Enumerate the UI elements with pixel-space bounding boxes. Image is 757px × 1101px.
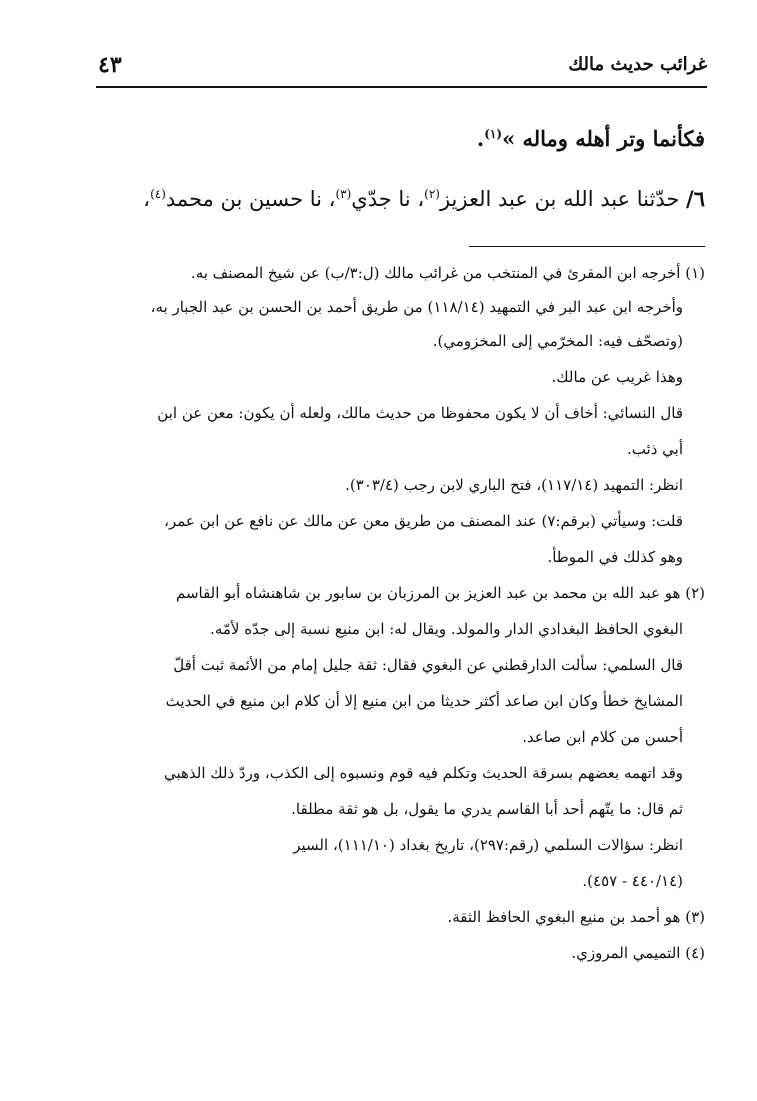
footnote-line: (١) أخرجه ابن المقرئ في المنتخب من غرائب مالك (ل:٣/ب) عن شيخ المصنف به.: [190, 264, 705, 282]
footnote-line: المشايخ خطأ وكان ابن صاعد أكثر حديثا من ابن منيع إلا أن كلام ابن منيع في الحديث: [165, 692, 683, 710]
footnote-line: وهو كذلك في الموطأ.: [547, 548, 683, 566]
footnote-ref-3: (٣): [335, 187, 352, 201]
footnote-line: (وتصحّف فيه: المخرّمي إلى المخزومي).: [432, 332, 683, 350]
isnad-part-2: ، نا جدّي: [351, 187, 425, 211]
main-text-line-1: [96, 124, 705, 154]
footnote-separator: [469, 246, 705, 247]
footnote-line: (٤٤٠/١٤ - ٤٥٧).: [582, 872, 683, 890]
footnote-line: (٤) التميمي المروزي.: [571, 944, 705, 962]
footnote-line: قلت: وسيأتي (برقم:٧) عند المصنف من طريق معن عن مالك عن نافع عن ابن عمر،: [164, 512, 683, 530]
isnad-part-4: ،: [143, 187, 151, 211]
footnote-line: ثم قال: ما يتّهم أحد أبا القاسم يدري ما يقول، بل هو ثقة مطلقا.: [291, 800, 683, 818]
hadith-number: ٦/: [686, 186, 705, 211]
footnote-line: قال النسائي: أخاف أن لا يكون محفوظا من حديث مالك، ولعله أن يكون: معن عن ابن: [157, 404, 683, 422]
footnote-line: وقد اتهمه بعضهم بسرقة الحديث وتكلم فيه قوم ونسبوه إلى الكذب، وردّ ذلك الذهبي: [163, 764, 683, 782]
footnote-line: قال السلمي: سألت الدارقطني عن البغوي فقال: ثقة جليل إمام من الأئمة ثبت أقلّ: [173, 656, 683, 674]
footnote-ref-2: (٢): [424, 187, 440, 201]
footnote-line: وأخرجه ابن عبد البر في التمهيد (١١٨/١٤) من طريق أحمد بن الحسن بن عبد الجبار به،: [150, 298, 683, 316]
isnad-part-3: ، نا حسين بن محمد: [165, 187, 336, 211]
footnote-ref-1: (١): [484, 127, 503, 141]
footnote-line: (٣) هو أحمد بن منيع البغوي الحافظ الثقة.: [447, 908, 705, 926]
page-number: ٤٣: [98, 52, 122, 78]
quote-end-text: فكأنما وتر أهله وماله »: [502, 126, 705, 151]
footnote-line: وهذا غريب عن مالك.: [551, 368, 683, 386]
sentence-end: .: [476, 126, 485, 151]
footnote-line: انظر: سؤالات السلمي (رقم:٢٩٧)، تاريخ بغداد (١١١/١٠)، السير: [293, 836, 683, 854]
footnote-line: أحسن من كلام ابن صاعد.: [522, 728, 683, 746]
footnote-ref-4: (٤): [150, 187, 166, 201]
footnote-line: البغوي الحافظ البغدادي الدار والمولد. ويقال له: ابن منيع نسبة إلى جدّه لأمّه.: [210, 620, 683, 638]
footnote-line: أبي ذئب.: [627, 440, 683, 458]
isnad-part-1: حدّثنا عبد الله بن عبد العزيز: [439, 187, 680, 211]
main-text-line-2: [96, 184, 705, 214]
page-header: [96, 52, 707, 88]
running-title: غرائب حديث مالك: [568, 54, 707, 75]
footnote-line: انظر: التمهيد (١١٧/١٤)، فتح الباري لابن رجب (٣٠٣/٤).: [345, 476, 683, 494]
footnote-line: (٢) هو عبد الله بن محمد بن عبد العزيز بن المرزبان بن سابور بن شاهنشاه أبو القاسم: [175, 584, 705, 602]
